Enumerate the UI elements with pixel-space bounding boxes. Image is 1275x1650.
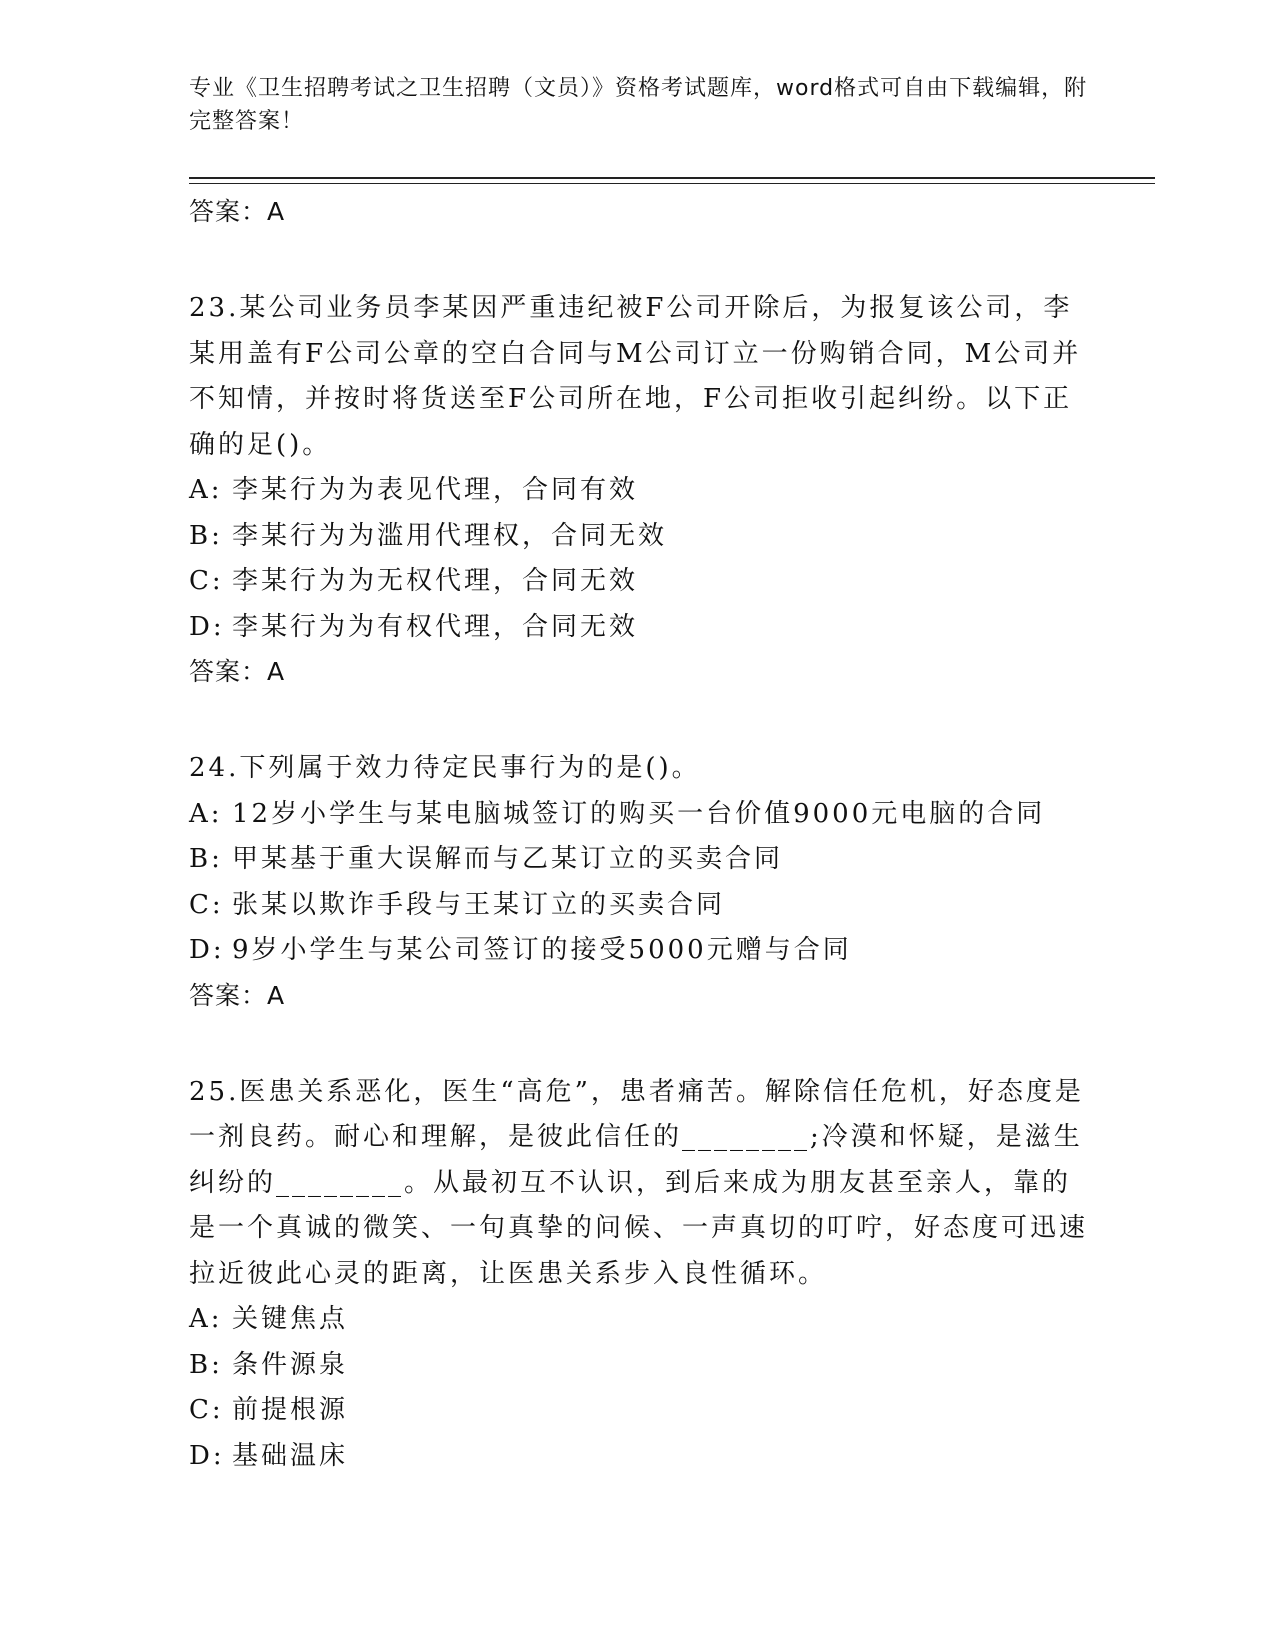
question-stem: 24.下列属于效力待定民事行为的是()。 [189,753,701,783]
option-a [189,792,1089,838]
question-stem: 25.医患关系恶化，医生“高危”，患者痛苦。解除信任危机，好态度是一剂良药。耐心和理解，是彼此信任的________;冷漠和怀疑，是滋生纠纷的________。从最初互不认识，到后来成为朋友甚至亲人，靠的是一个真诚的微笑、一句真挚的问候、一声真切的叮咛，好态度可迅速拉近彼此心灵的距离，让医患关系步入良性循环。 [189,1076,1089,1289]
document-header: 专业《卫生招聘考试之卫生招聘（文员）》资格考试题库，word格式可自由下载编辑，附完整答案！ [189,76,1088,134]
option-letter: A: [189,798,223,829]
header-rule-thin [189,183,1155,184]
option-b [189,837,1089,883]
option-letter: D: [189,1440,225,1471]
option-text: 甲某基于重大误解而与乙某订立的买卖合同 [232,844,784,874]
option-text: 基础温床 [232,1440,349,1471]
option-letter: A: [189,475,223,505]
option-text: 前提根源 [232,1395,349,1425]
option-letter: C: [189,889,224,920]
option-letter: B: [189,844,223,874]
option-text: 9岁小学生与某公司签订的接受5000元赠与合同 [232,935,852,965]
option-text: 张某以欺诈手段与王某订立的买卖合同 [232,889,726,920]
question-23 [189,286,1089,694]
option-letter: C: [189,566,224,596]
question-stem: 23.某公司业务员李某因严重违纪被F公司开除后，为报复该公司，李某用盖有F公司公章的空白合同与M公司订立一份购销合同，M公司并不知情，并按时将货送至F公司所在地，F公司拒收引起纠纷。以下正确的足()。 [189,293,1082,460]
question-24 [189,746,1089,1018]
option-text: 李某行为为无权代理，合同无效 [232,566,639,596]
option-d [189,928,1089,974]
option-letter: B: [189,520,223,551]
option-letter: A: [189,1304,223,1334]
option-letter: B: [189,1349,223,1380]
header-rule-thick [189,177,1155,179]
option-letter: D: [189,935,225,965]
document-body [189,190,1089,1479]
question-answer: 答案：A [189,980,286,1010]
option-b [189,514,1089,560]
option-c [189,559,1089,605]
question-25 [189,1070,1089,1480]
option-text: 李某行为为滥用代理权，合同无效 [232,520,668,551]
option-text: 李某行为为表见代理，合同有效 [232,475,639,505]
option-letter: C: [189,1395,224,1425]
option-d [189,605,1089,651]
option-a [189,1297,1089,1343]
option-text: 李某行为为有权代理，合同无效 [232,611,639,642]
question-answer: 答案：A [189,657,286,686]
option-letter: D: [189,611,225,642]
option-c [189,883,1089,929]
option-d [189,1434,1089,1480]
option-text: 关键焦点 [232,1304,349,1334]
option-a [189,468,1089,514]
previous-answer: 答案：A [189,197,286,226]
option-c [189,1388,1089,1434]
option-text: 条件源泉 [232,1349,349,1380]
option-text: 12岁小学生与某电脑城签订的购买一台价值9000元电脑的合同 [232,798,1046,829]
option-b [189,1343,1089,1389]
